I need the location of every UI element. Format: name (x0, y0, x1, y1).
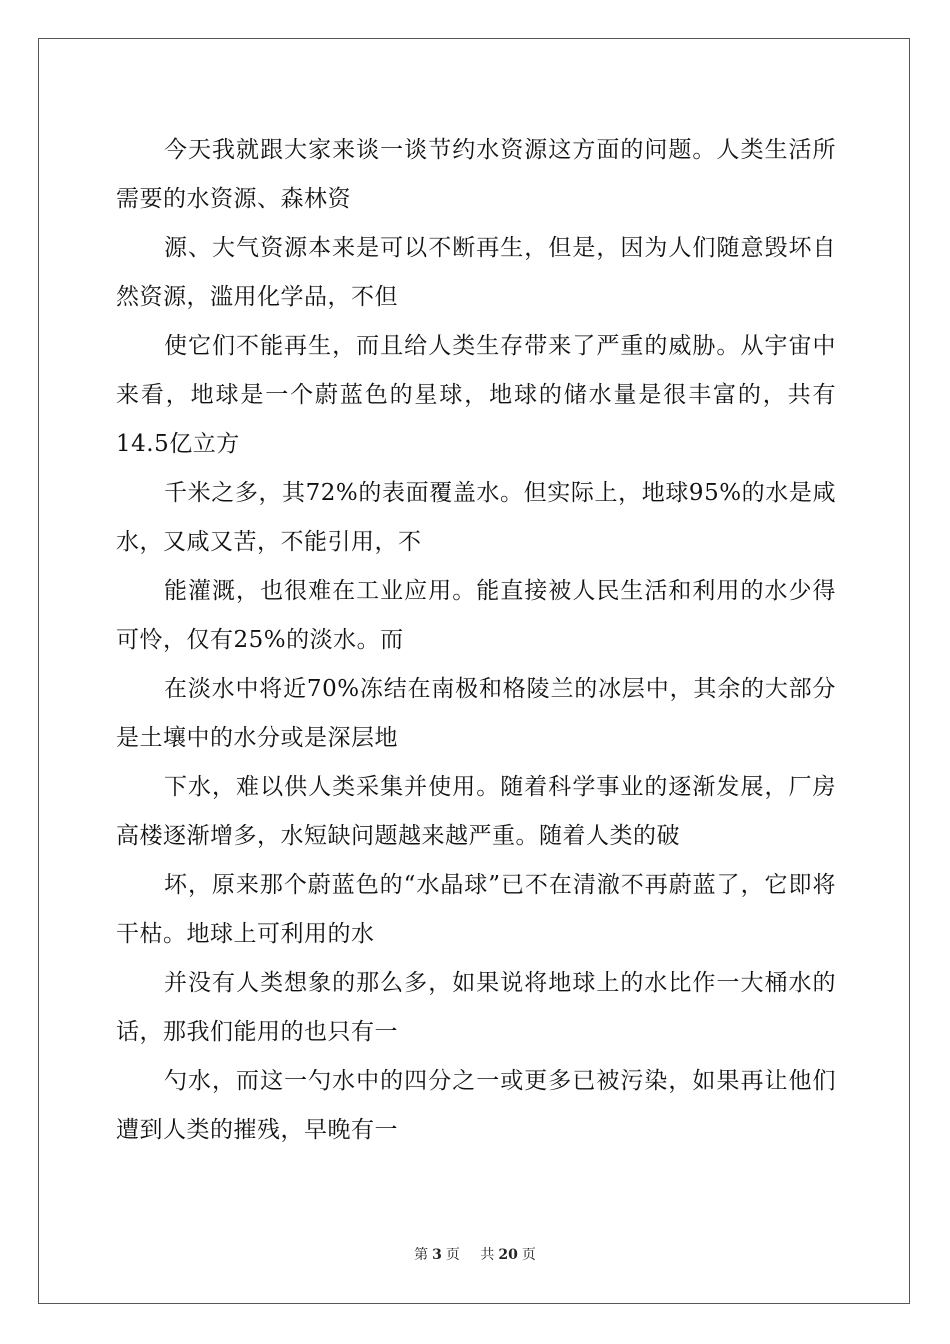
paragraph: 勺水，而这一勺水中的四分之一或更多已被污染，如果再让他们遭到人类的摧残，早晚有一 (116, 1068, 836, 1143)
page-suffix: 页 (445, 1247, 460, 1263)
paragraph: 千米之多，其72%的表面覆盖水。但实际上，地球95%的水是咸水，又咸又苦，不能引用，不 (116, 480, 836, 555)
total-pages: 20 (498, 1247, 518, 1263)
paragraph: 坏，原来那个蔚蓝色的“水晶球”已不在清澈不再蔚蓝了，它即将干枯。地球上可利用的水 (116, 872, 836, 947)
paragraph: 使它们不能再生，而且给人类生存带来了严重的威胁。从宇宙中来看，地球是一个蔚蓝色的星球，地球的储水量是很丰富的，共有14.5亿立方 (116, 333, 836, 457)
paragraph: 下水，难以供人类采集并使用。随着科学事业的逐渐发展，厂房高楼逐渐增多，水短缺问题越来越严重。随着人类的破 (116, 774, 836, 849)
page-number: 3 (432, 1247, 442, 1263)
total-pages-indicator (476, 1247, 539, 1263)
paragraph: 今天我就跟大家来谈一谈节约水资源这方面的问题。人类生活所需要的水资源、森林资 (116, 137, 836, 212)
document-body (116, 126, 836, 1155)
total-suffix: 页 (521, 1247, 536, 1263)
page-prefix: 第 (414, 1247, 429, 1263)
paragraph: 源、大气资源本来是可以不断再生，但是，因为人们随意毁坏自然资源，滥用化学品，不但 (116, 235, 836, 310)
total-prefix: 共 (480, 1247, 495, 1263)
paragraph: 能灌溉，也很难在工业应用。能直接被人民生活和利用的水少得可怜，仅有25%的淡水。而 (116, 578, 836, 653)
paragraph: 在淡水中将近70%冻结在南极和格陵兰的冰层中，其余的大部分是土壤中的水分或是深层地 (116, 676, 836, 751)
page-footer (0, 1244, 950, 1264)
paragraph: 并没有人类想象的那么多，如果说将地球上的水比作一大桶水的话，那我们能用的也只有一 (116, 970, 836, 1045)
page-indicator (410, 1247, 464, 1263)
